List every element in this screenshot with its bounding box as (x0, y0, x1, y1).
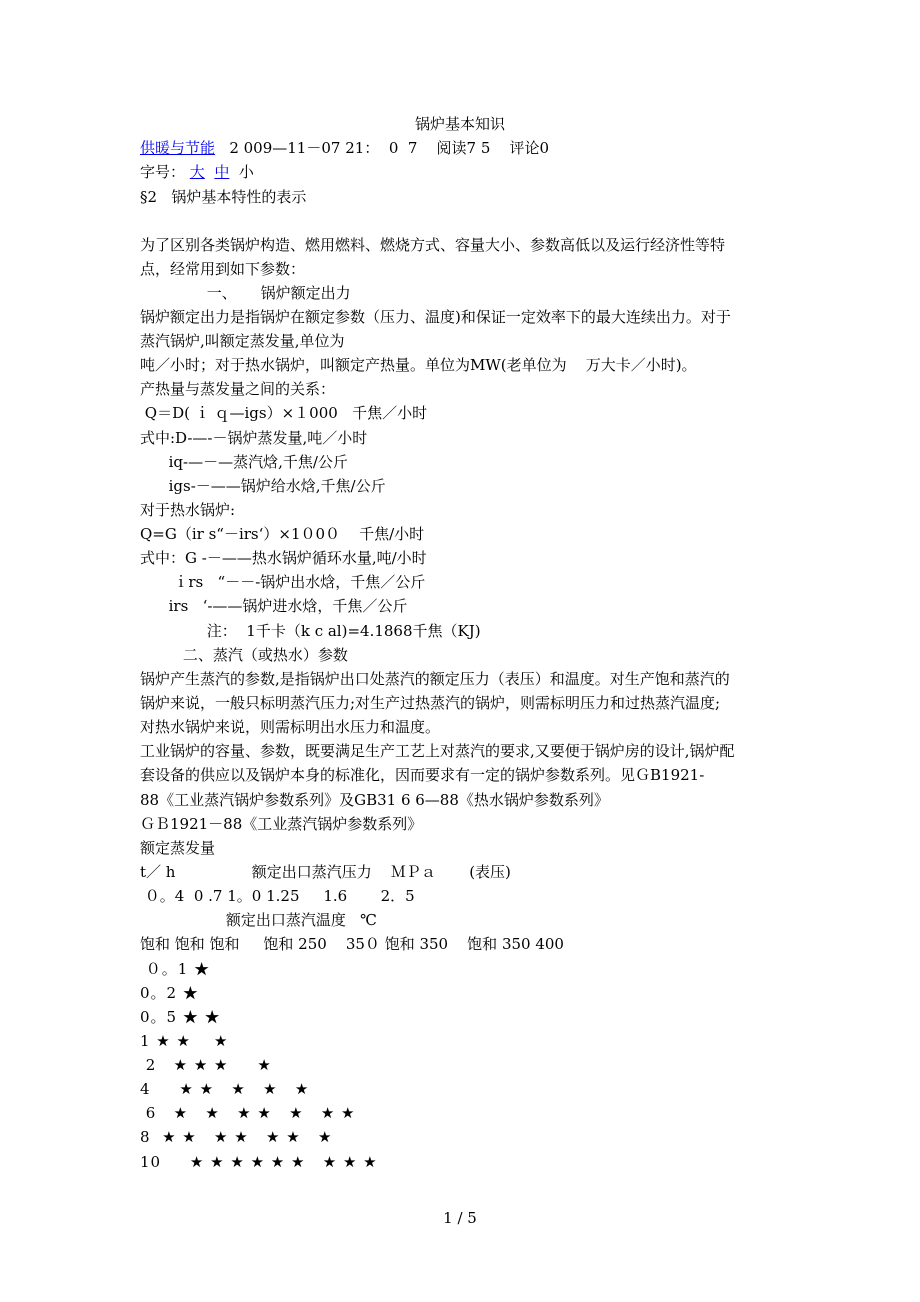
font-size-selector (140, 162, 254, 182)
table-header: 额定出口蒸汽温度 ℃ (140, 911, 377, 929)
section-heading: §2 锅炉基本特性的表示 (140, 188, 307, 206)
font-size-large-link[interactable]: 大 (189, 163, 205, 181)
body-line: 式中:D-—-－锅炉蒸发量,吨／小时 (140, 429, 368, 447)
body-line: 点，经常用到如下参数： (140, 260, 306, 278)
body-line: 为了区别各类锅炉构造、燃用燃料、燃烧方式、容量大小、参数高低以及运行经济性等特 (140, 236, 726, 254)
body-line: 对热水锅炉来说，则需标明出水压力和温度。 (140, 718, 441, 736)
body-line: 一、 锅炉额定出力 (140, 284, 351, 302)
table-row: 2 ★ ★ ★ ★ (140, 1056, 272, 1074)
page-title: 锅炉基本知识 (414, 115, 505, 133)
body-line: igs-－——锅炉给水焓,千焦/公斤 (140, 477, 386, 495)
table-row: 0。2 ★ (140, 984, 199, 1002)
table-row: 1 ★ ★ ★ (140, 1032, 229, 1050)
page-number: 1 / 5 (443, 1209, 477, 1227)
body-line: 式中：G -－——热水锅炉循环水量,吨/小时 (140, 549, 427, 567)
body-line: iq-—－—蒸汽焓,千焦/公斤 (140, 453, 348, 471)
font-size-medium-link[interactable]: 中 (214, 163, 230, 181)
font-size-small: 小 (238, 163, 254, 181)
category-link[interactable]: 供暖与节能 (140, 139, 216, 157)
table-row: 4 ★ ★ ★ ★ ★ (140, 1080, 310, 1098)
font-size-label: 字号： (140, 163, 186, 181)
body-line: 锅炉产生蒸汽的参数,是指锅炉出口处蒸汽的额定压力（表压）和温度。对生产饱和蒸汽的 (140, 670, 730, 688)
table-label: 额定蒸发量 (140, 839, 216, 857)
body-line: 88《工业蒸汽锅炉参数系列》及GB31 6 6—88《热水锅炉参数系列》 (140, 791, 609, 809)
date-info: 2 009—11－07 21： 0 7 阅读7 5 评论0 (215, 139, 549, 157)
body-line: 对于热水锅炉: (140, 501, 236, 519)
table-row: ０。1 ★ (140, 960, 211, 978)
body-line: 产热量与蒸发量之间的关系： (140, 380, 336, 398)
body-line: 吨／小时；对于热水锅炉，叫额定产热量。单位为MW(老单位为 万大卡／小时)。 (140, 356, 697, 374)
body-line: 锅炉额定出力是指锅炉在额定参数（压力、温度)和保证一定效率下的最大连续出力。对于 (140, 308, 731, 326)
body-line: 蒸汽锅炉,叫额定蒸发量,单位为 (140, 332, 345, 350)
body-line: ｉrs “－－-锅炉出水焓，千焦／公斤 (140, 573, 426, 591)
table-row: 8 ★ ★ ★ ★ ★ ★ ★ (140, 1128, 333, 1146)
section-subheading: 二、蒸汽（或热水）参数 (140, 646, 348, 664)
table-row: 6 ★ ★ ★ ★ ★ ★ ★ (140, 1104, 356, 1122)
body-line: 锅炉来说，一般只标明蒸汽压力;对生产过热蒸汽的锅炉，则需标明压力和过热蒸汽温度; (140, 694, 721, 712)
table-row: 10 ★ ★ ★ ★ ★ ★ ★ ★ ★ (140, 1153, 378, 1171)
formula-line: Q=G（ir s“－irs‘）×1０0０ 千焦/小时 (140, 525, 425, 543)
table-header: t／ h 额定出口蒸汽压力 ＭＰａ (表压) (140, 863, 511, 881)
table-row: 0。5 ★ ★ (140, 1008, 221, 1026)
meta-line (140, 138, 549, 158)
table-header: ０。4 0 .7 1。0 1.25 1.6 2．5 (140, 887, 415, 905)
body-line: irs ‘-——锅炉进水焓，千焦／公斤 (140, 597, 408, 615)
table-header: 饱和 饱和 饱和 饱和 250 35０ 饱和 350 饱和 350 400 (140, 935, 564, 953)
body-line: 工业锅炉的容量、参数，既要满足生产工艺上对蒸汽的要求,又要便于锅炉房的设计,锅炉配 (140, 742, 735, 760)
body-line: 套设备的供应以及锅炉本身的标准化，因而要求有一定的锅炉参数系列。见ＧB1921- (140, 766, 705, 784)
note-line: 注： 1千卡（k c al)=4.1868千焦（KJ) (140, 622, 481, 640)
formula-line: Q＝D( ｉ ｑ—igs）×１000 千焦／小时 (140, 404, 428, 422)
body-line: ＧＢ1921－88《工业蒸汽锅炉参数系列》 (140, 815, 423, 833)
